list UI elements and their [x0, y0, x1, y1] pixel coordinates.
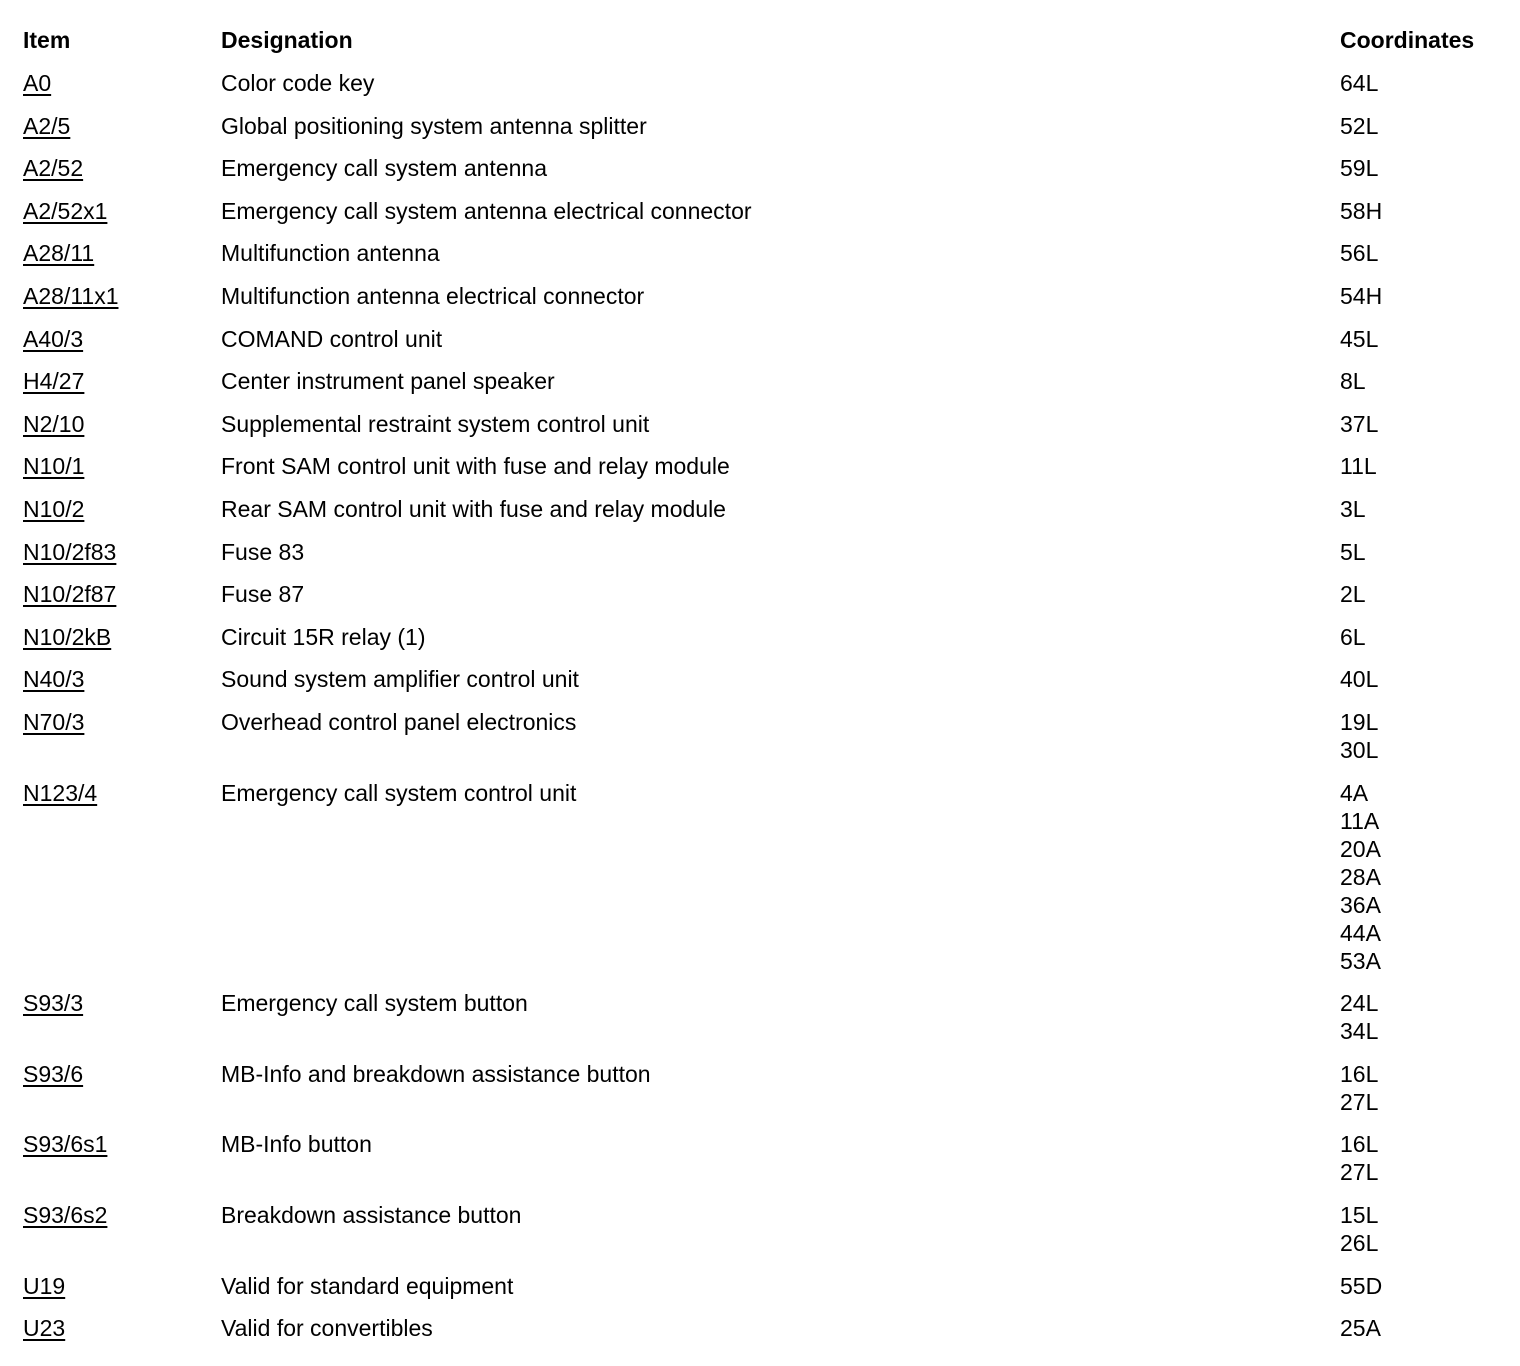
coordinate-value: 56L [1340, 240, 1379, 267]
item-link[interactable]: S93/6 [23, 1060, 84, 1087]
item-link[interactable]: A28/11 [23, 240, 95, 267]
designation-text: Emergency call system antenna electrical connector [221, 197, 752, 224]
coordinate-value: 16L [1340, 1060, 1379, 1087]
coordinates-cell [1340, 708, 1378, 764]
coordinate-value: 2L [1340, 581, 1366, 608]
coordinate-value: 30L [1340, 737, 1379, 763]
item-link[interactable]: N10/2f83 [23, 538, 117, 565]
coordinate-value: 37L [1340, 410, 1379, 437]
coordinates-cell [1340, 538, 1366, 566]
item-link[interactable]: A2/52 [23, 155, 84, 182]
item-link[interactable]: N10/1 [23, 453, 85, 480]
designation-text: Breakdown assistance button [221, 1202, 522, 1228]
item-link[interactable]: N70/3 [23, 709, 85, 735]
item-link[interactable]: N123/4 [23, 779, 98, 806]
coordinates-cell [1340, 623, 1366, 651]
item-link[interactable]: N10/2 [23, 496, 85, 522]
coordinate-value: 3L [1340, 496, 1366, 522]
table-header-row [0, 0, 1520, 53]
coordinates-cell [1340, 69, 1378, 97]
coordinates-cell [1340, 367, 1366, 395]
designation-text: Color code key [221, 70, 375, 96]
coordinate-value: 11L [1340, 453, 1377, 480]
designation-text: Multifunction antenna [221, 240, 440, 267]
coordinate-value: 28A [1340, 863, 1381, 890]
coordinates-cell [1340, 989, 1378, 1045]
coordinate-value: 45L [1340, 325, 1379, 352]
coordinate-value: 6L [1340, 623, 1366, 650]
item-link[interactable]: N10/2kB [23, 623, 112, 650]
coordinate-value: 40L [1340, 666, 1379, 693]
coordinates-cell [1340, 1201, 1378, 1257]
designation-text: MB-Info button [221, 1131, 372, 1158]
designation-text: Global positioning system antenna splitter [221, 112, 647, 139]
item-link[interactable]: A40/3 [23, 325, 84, 352]
coordinate-value: 27L [1340, 1159, 1379, 1186]
coordinates-cell [1340, 1272, 1382, 1300]
designation-text: Emergency call system button [221, 990, 528, 1017]
coordinates-cell [1340, 154, 1378, 182]
coordinate-value: 4A [1340, 779, 1369, 806]
item-link[interactable]: S93/6s1 [23, 1131, 108, 1158]
designation-text: Valid for standard equipment [221, 1272, 514, 1299]
coordinates-cell [1340, 410, 1378, 438]
coordinates-cell [1340, 112, 1378, 140]
item-link[interactable]: H4/27 [23, 368, 85, 395]
item-link[interactable]: S93/6s2 [23, 1202, 108, 1228]
item-link[interactable]: N10/2f87 [23, 581, 117, 608]
coordinate-value: 8L [1340, 368, 1366, 395]
designation-text: Multifunction antenna electrical connector [221, 283, 645, 309]
coordinate-value: 5L [1340, 538, 1366, 565]
coordinate-value: 15L [1340, 1202, 1379, 1228]
coordinate-value: 59L [1340, 155, 1379, 182]
coordinate-value: 19L [1340, 709, 1379, 735]
designation-text: Rear SAM control unit with fuse and relay module [221, 496, 726, 522]
designation-text: Circuit 15R relay (1) [221, 623, 426, 650]
coordinate-value: 27L [1340, 1088, 1379, 1115]
designation-text: Center instrument panel speaker [221, 368, 555, 395]
header-coordinates: Coordinates [1340, 27, 1475, 53]
item-link[interactable]: U19 [23, 1272, 66, 1299]
coordinates-cell [1340, 665, 1378, 693]
coordinate-value: 36A [1340, 891, 1381, 918]
designation-text: Supplemental restraint system control unit [221, 410, 650, 437]
coordinate-value: 11A [1340, 807, 1380, 834]
designation-text: Fuse 83 [221, 538, 305, 565]
coordinate-value: 26L [1340, 1230, 1379, 1256]
coordinate-value: 24L [1340, 990, 1379, 1017]
designation-text: COMAND control unit [221, 325, 443, 352]
coordinates-cell [1340, 1060, 1378, 1116]
item-link[interactable]: U23 [23, 1315, 66, 1342]
coordinate-value: 25A [1340, 1315, 1381, 1342]
item-link[interactable]: A0 [23, 70, 52, 96]
coordinates-cell [1340, 495, 1366, 523]
coordinates-cell [1340, 452, 1377, 480]
item-link[interactable]: N2/10 [23, 410, 85, 437]
coordinate-value: 20A [1340, 835, 1381, 862]
coordinates-cell [1340, 325, 1378, 353]
designation-text: Sound system amplifier control unit [221, 666, 579, 693]
coordinates-cell [1340, 1130, 1378, 1186]
coordinate-value: 34L [1340, 1018, 1379, 1045]
coordinates-cell [1340, 239, 1378, 267]
coordinate-value: 54H [1340, 283, 1383, 309]
coordinate-value: 44A [1340, 919, 1381, 946]
coordinates-cell [1340, 779, 1381, 975]
coordinate-value: 58H [1340, 197, 1383, 224]
item-link[interactable]: A2/5 [23, 112, 71, 139]
coordinates-cell [1340, 1314, 1381, 1342]
item-link[interactable]: N40/3 [23, 666, 85, 693]
coordinates-cell [1340, 580, 1366, 608]
coordinates-cell [1340, 282, 1382, 310]
coordinate-value: 53A [1340, 947, 1381, 974]
header-designation: Designation [221, 27, 353, 53]
header-item: Item [23, 27, 71, 53]
coordinate-value: 64L [1340, 70, 1379, 96]
coordinate-value: 16L [1340, 1131, 1379, 1158]
designation-text: Emergency call system antenna [221, 155, 547, 182]
coordinate-value: 55D [1340, 1272, 1383, 1299]
item-link[interactable]: A2/52x1 [23, 197, 108, 224]
designation-text: Overhead control panel electronics [221, 709, 577, 735]
designation-text: Front SAM control unit with fuse and relay module [221, 453, 730, 480]
designation-text: Emergency call system control unit [221, 779, 577, 806]
coordinate-value: 52L [1340, 112, 1379, 139]
coordinates-cell [1340, 197, 1382, 225]
item-link[interactable]: A28/11x1 [23, 283, 119, 309]
designation-text: MB-Info and breakdown assistance button [221, 1060, 651, 1087]
designation-text: Valid for convertibles [221, 1315, 433, 1342]
designation-text: Fuse 87 [221, 581, 305, 608]
item-link[interactable]: S93/3 [23, 990, 84, 1017]
